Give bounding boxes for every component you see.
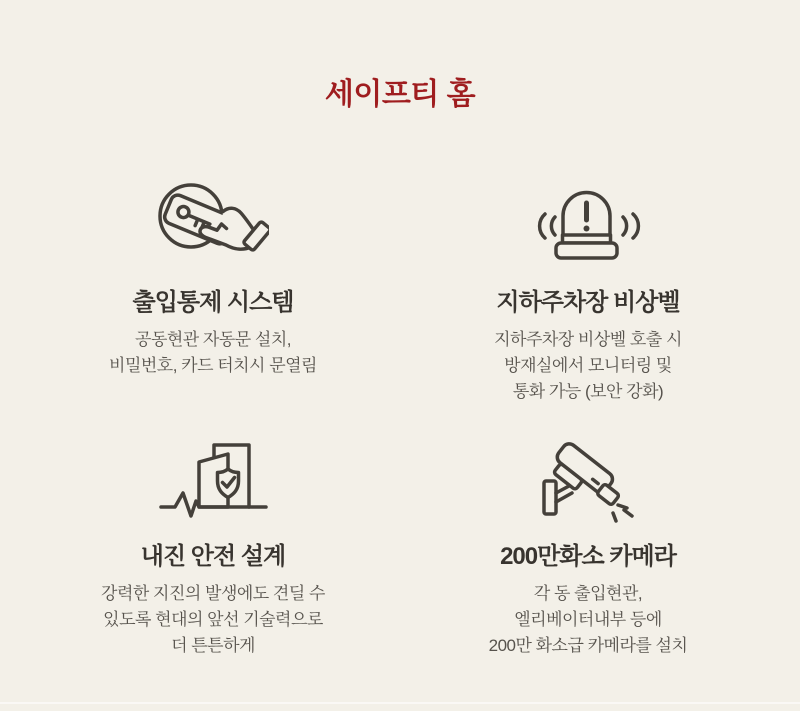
building-shield-icon	[156, 437, 271, 521]
card-heading: 출입통제 시스템	[132, 289, 294, 316]
card-description-line: 엘리베이터내부 등에	[514, 610, 662, 629]
feature-card-camera	[403, 424, 773, 659]
card-icon-box	[28, 424, 398, 534]
card-description-line: 공동현관 자동문 설치,	[135, 330, 291, 349]
card-description-line: 각 동 출입현관,	[533, 584, 643, 603]
card-description	[403, 327, 773, 405]
page-title: 세이프티 홈	[324, 78, 476, 112]
card-description-line: 더 튼튼하게	[171, 636, 255, 655]
card-description-line: 방재실에서 모니터링 및	[504, 356, 672, 375]
card-description-line: 비밀번호, 카드 터치시 문열림	[109, 356, 317, 375]
card-icon-box	[28, 170, 398, 280]
card-description	[28, 581, 398, 659]
emergency-siren-icon	[533, 188, 643, 263]
feature-card-emergency-bell	[403, 170, 773, 405]
key-card-hand-icon	[157, 173, 269, 278]
card-icon-box	[403, 170, 773, 280]
card-heading: 내진 안전 설계	[140, 543, 286, 570]
card-description-line: 강력한 지진의 발생에도 견딜 수	[101, 584, 325, 603]
card-description-line: 지하주차장 비상벨 호출 시	[494, 330, 682, 349]
card-description	[28, 327, 398, 379]
section-divider	[0, 702, 800, 704]
feature-card-access-control	[28, 170, 398, 379]
card-description-line: 있도록 현대의 앞선 기술력으로	[103, 610, 323, 629]
feature-card-seismic-design	[28, 424, 398, 659]
card-heading: 지하주차장 비상벨	[496, 289, 680, 316]
card-description-line: 통화 가능 (보안 강화)	[512, 382, 664, 401]
card-description-line: 200만 화소급 카메라를 설치	[488, 636, 688, 655]
card-icon-box	[403, 424, 773, 534]
cctv-camera-icon	[539, 433, 637, 525]
card-heading: 200만화소 카메라	[500, 543, 676, 570]
card-description	[403, 581, 773, 659]
